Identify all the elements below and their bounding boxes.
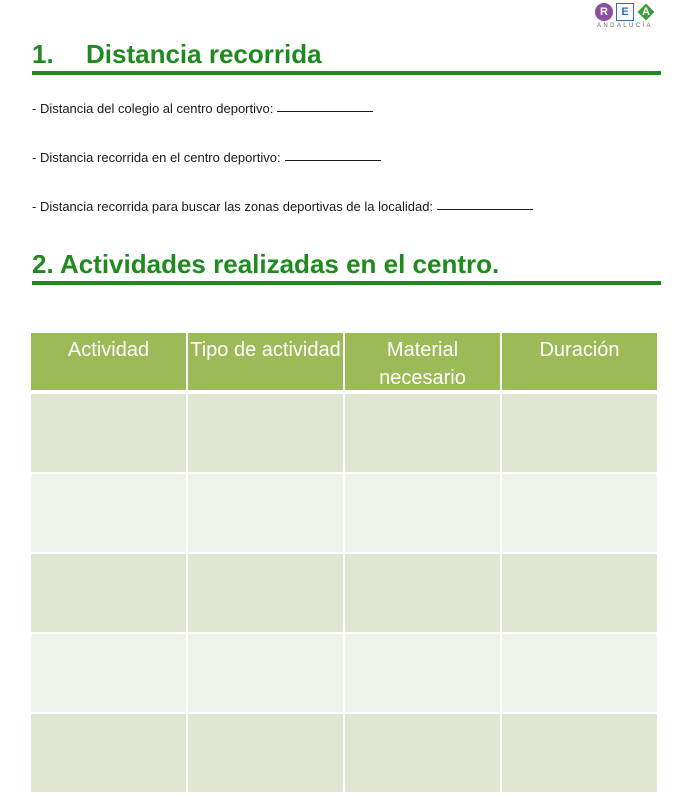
table-row — [31, 554, 662, 632]
table-cell[interactable] — [188, 714, 343, 792]
table-header-row — [31, 333, 662, 390]
table-cell[interactable] — [188, 394, 343, 472]
answer-blank[interactable] — [285, 160, 381, 161]
table-row — [31, 714, 662, 792]
table-cell[interactable] — [502, 634, 657, 712]
distance-line-label: - Distancia recorrida para buscar las zonas deportivas de la localidad: — [32, 199, 434, 214]
table-cell[interactable] — [345, 394, 500, 472]
table-cell[interactable] — [502, 554, 657, 632]
table-cell[interactable] — [502, 474, 657, 552]
distance-line-label: - Distancia recorrida en el centro deportivo: — [32, 150, 281, 165]
table-cell[interactable] — [188, 474, 343, 552]
table-cell[interactable] — [31, 554, 186, 632]
column-header-tipo: Tipo de actividad — [188, 333, 343, 390]
distance-line-school — [32, 101, 373, 116]
logo-letter-e: E — [616, 3, 634, 21]
table-cell[interactable] — [502, 394, 657, 472]
table-cell[interactable] — [188, 554, 343, 632]
logo-letter-r: R — [595, 3, 613, 21]
table-cell[interactable] — [188, 634, 343, 712]
table-cell[interactable] — [345, 554, 500, 632]
answer-blank[interactable] — [277, 111, 373, 112]
column-header-material: Material necesario — [345, 333, 500, 390]
table-cell[interactable] — [345, 474, 500, 552]
table-cell[interactable] — [31, 394, 186, 472]
table-row — [31, 394, 662, 472]
section-1-number: 1. — [32, 39, 54, 69]
logo-subtitle: ANDALUCÍA — [597, 23, 653, 29]
table-cell[interactable] — [345, 714, 500, 792]
section-1-title: Distancia recorrida — [86, 39, 322, 69]
activities-table — [31, 333, 662, 792]
distance-line-locality — [32, 199, 533, 214]
answer-blank[interactable] — [437, 209, 533, 210]
column-header-actividad: Actividad — [31, 333, 186, 390]
column-header-duracion: Duración — [502, 333, 657, 390]
table-cell[interactable] — [345, 634, 500, 712]
rea-andalucia-logo — [595, 3, 661, 33]
table-row — [31, 634, 662, 712]
logo-letter-a: A — [637, 3, 655, 21]
section-2-heading: 2. Actividades realizadas en el centro. — [32, 249, 661, 285]
section-1-heading — [32, 39, 661, 75]
distance-line-label: - Distancia del colegio al centro deportivo: — [32, 101, 274, 116]
table-cell[interactable] — [31, 714, 186, 792]
table-row — [31, 474, 662, 552]
table-cell[interactable] — [31, 634, 186, 712]
table-cell[interactable] — [31, 474, 186, 552]
table-cell[interactable] — [502, 714, 657, 792]
distance-line-center — [32, 150, 381, 165]
